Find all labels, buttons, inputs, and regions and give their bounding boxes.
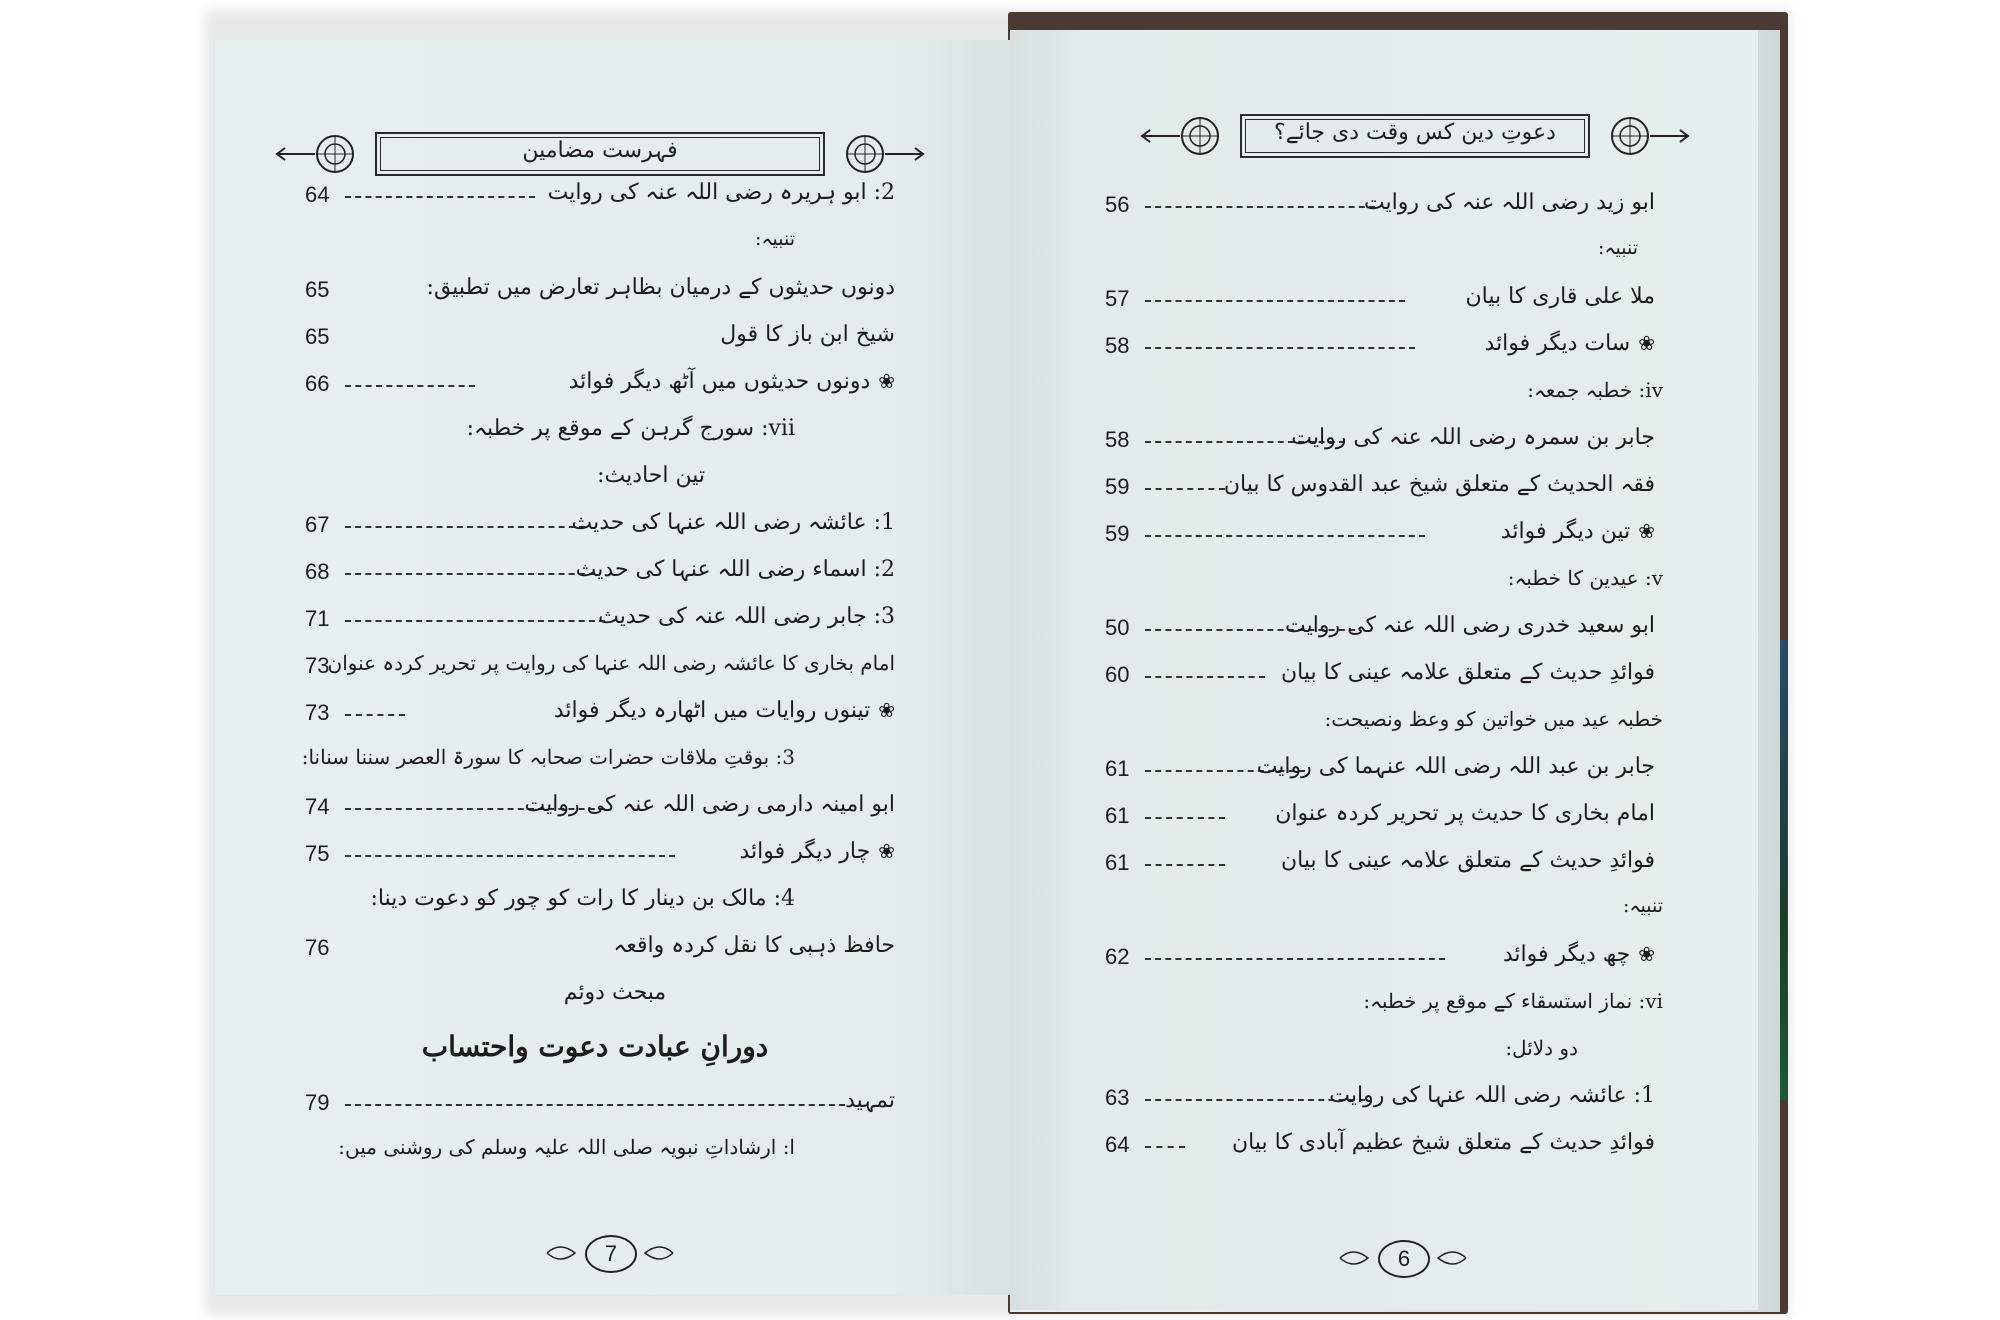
- toc-entry-text: تمہید: [845, 1088, 895, 1113]
- flower-bullet-icon: ❀: [878, 698, 895, 722]
- toc-entry[interactable]: [305, 369, 895, 403]
- toc-page-number: 61: [1105, 850, 1130, 875]
- toc-entry-text: شیخ ابن باز کا قول: [720, 322, 895, 347]
- toc-entry-text: ❀چھ دیگر فوائد: [1502, 942, 1655, 967]
- toc-entry-text: 3: جابر رضی اللہ عنہ کی حدیث: [598, 604, 895, 629]
- toc-leader: [345, 620, 605, 622]
- toc-entry-text: 2: اسماء رضی اللہ عنہا کی حدیث: [575, 557, 895, 582]
- toc-entry[interactable]: [1105, 801, 1655, 835]
- toc-leader: [345, 714, 405, 716]
- toc-leader: [1145, 864, 1225, 866]
- toc-entry-text: امام بخاری کا عائشہ رضی اللہ عنہا کی روایت پر تحریر کردہ عنوان: [327, 651, 895, 675]
- toc-page-number: 64: [305, 182, 330, 207]
- toc-entry[interactable]: [1105, 1130, 1655, 1164]
- toc-page-number: 73: [305, 700, 330, 725]
- toc-leader: [345, 1104, 845, 1106]
- left-page-number: [545, 1233, 675, 1273]
- chapter-title: دورانِ عبادت دعوت واحتساب: [421, 1030, 769, 1063]
- toc-entry[interactable]: [1105, 190, 1655, 224]
- toc-entry[interactable]: [305, 1088, 895, 1122]
- toc-page-number: 64: [1105, 1132, 1130, 1157]
- toc-entry-text: ❀چار دیگر فوائد: [739, 839, 895, 864]
- toc-entry[interactable]: [1105, 284, 1655, 318]
- toc-entry[interactable]: [305, 933, 895, 967]
- toc-page-number: 56: [1105, 192, 1130, 217]
- flower-bullet-icon: ❀: [878, 369, 895, 393]
- toc-leader: [1145, 347, 1415, 349]
- toc-page-number: 74: [305, 794, 330, 819]
- toc-page-number: 75: [305, 841, 330, 866]
- toc-section-heading: خطبہ عید میں خواتین کو وعظ ونصیحت:: [1324, 707, 1663, 731]
- toc-entry[interactable]: [305, 510, 895, 544]
- toc-entry[interactable]: [305, 839, 895, 873]
- toc-entry[interactable]: [305, 275, 895, 309]
- toc-leader: [1145, 817, 1225, 819]
- toc-entry[interactable]: [1105, 472, 1655, 506]
- toc-page-number: 61: [1105, 803, 1130, 828]
- toc-entry[interactable]: [305, 651, 895, 685]
- toc-leader: [345, 526, 585, 528]
- toc-entry-text: ملا علی قاری کا بیان: [1465, 284, 1655, 309]
- toc-note: تنبیہ:: [754, 228, 795, 250]
- page-title: دعوتِ دین کس وقت دی جائے؟: [1274, 120, 1556, 145]
- page-number-text: 6: [1378, 1240, 1430, 1278]
- toc-page-number: 71: [305, 606, 330, 631]
- flower-bullet-icon: ❀: [1638, 942, 1655, 966]
- right-page-number: [1338, 1238, 1468, 1278]
- toc-entry[interactable]: [1105, 848, 1655, 882]
- right-page: [1010, 30, 1758, 1310]
- toc-entry[interactable]: [305, 180, 895, 214]
- toc-entry-text: ❀دونوں حدیثوں میں آٹھ دیگر فوائد: [568, 369, 895, 394]
- left-page: [215, 40, 1010, 1295]
- toc-entry-text: ❀سات دیگر فوائد: [1484, 331, 1655, 356]
- toc-entry[interactable]: [1105, 942, 1655, 976]
- toc-page-number: 58: [1105, 427, 1130, 452]
- toc-entry[interactable]: [1105, 754, 1655, 788]
- toc-section-heading: v: عیدین کا خطبہ:: [1507, 566, 1663, 590]
- toc-leader: [1145, 676, 1265, 678]
- toc-section-heading: 4: مالک بن دینار کا رات کو چور کو دعوت دینا:: [370, 886, 795, 911]
- toc-entry[interactable]: [305, 792, 895, 826]
- toc-page-number: 79: [305, 1090, 330, 1115]
- page-number-text: 7: [585, 1235, 637, 1273]
- toc-entry-text: فوائدِ حدیث کے متعلق علامہ عینی کا بیان: [1281, 848, 1655, 873]
- toc-page-number: 58: [1105, 333, 1130, 358]
- toc-entry-text: دونوں حدیثوں کے درمیان بظاہر تعارض میں تطبیق:: [426, 275, 895, 300]
- toc-subheading: دو دلائل:: [1505, 1036, 1578, 1060]
- toc-leader: [345, 385, 475, 387]
- toc-note: تنبیہ:: [1597, 237, 1638, 259]
- toc-page-number: 62: [1105, 944, 1130, 969]
- toc-page-number: 65: [305, 324, 330, 349]
- toc-section-heading: 3: بوقتِ ملاقات حضرات صحابہ کا سورۃ العصر سننا سنانا:: [301, 745, 795, 769]
- left-page-header: [275, 128, 925, 180]
- toc-page-number: 66: [305, 371, 330, 396]
- right-page-header: [1140, 110, 1690, 162]
- toc-page-number: 57: [1105, 286, 1130, 311]
- toc-section-heading: vii: سورج گرہن کے موقع پر خطبہ:: [466, 416, 795, 441]
- flower-bullet-icon: ❀: [1638, 519, 1655, 543]
- toc-entry-text: 1: عائشہ رضی اللہ عنہا کی روایت: [1329, 1083, 1655, 1108]
- toc-section-heading: vi: نماز استسقاء کے موقع پر خطبہ:: [1363, 989, 1663, 1013]
- toc-section-heading: iv: خطبہ جمعہ:: [1527, 378, 1663, 402]
- toc-note: تنبیہ:: [1622, 895, 1663, 917]
- ornament-right-icon: [1590, 110, 1690, 162]
- toc-page-number: 60: [1105, 662, 1130, 687]
- toc-page-number: 50: [1105, 615, 1130, 640]
- toc-leader: [1145, 535, 1425, 537]
- toc-subheading: تین احادیث:: [597, 463, 705, 488]
- toc-entry-text: جابر بن عبد اللہ رضی اللہ عنہما کی روایت: [1256, 754, 1655, 779]
- flower-bullet-icon: ❀: [1638, 331, 1655, 355]
- toc-entry-text: امام بخاری کا حدیث پر تحریر کردہ عنوان: [1275, 801, 1655, 826]
- toc-entry[interactable]: [1105, 1083, 1655, 1117]
- toc-page-number: 76: [305, 935, 330, 960]
- toc-page-number: 65: [305, 277, 330, 302]
- toc-page-number: 59: [1105, 521, 1130, 546]
- toc-entry[interactable]: [1105, 613, 1655, 647]
- toc-entry-text: ❀تین دیگر فوائد: [1500, 519, 1655, 544]
- toc-leader: [345, 196, 535, 198]
- toc-entry-text: ابو سعید خدری رضی اللہ عنہ کی روایت: [1285, 613, 1655, 638]
- toc-page-number: 73: [305, 653, 330, 678]
- page-title: فہرست مضامین: [522, 138, 678, 163]
- toc-entry-text: فوائدِ حدیث کے متعلق علامہ عینی کا بیان: [1281, 660, 1655, 685]
- toc-entry-text: حافظ ذہبی کا نقل کردہ واقعہ: [613, 933, 895, 958]
- toc-page-number: 61: [1105, 756, 1130, 781]
- toc-section-heading: ا: ارشاداتِ نبویہ صلی اللہ علیہ وسلم کی روشنی میں:: [338, 1135, 795, 1159]
- toc-page-number: 59: [1105, 474, 1130, 499]
- toc-leader: [1145, 300, 1405, 302]
- chapter-label: مبحث دوئم: [563, 980, 667, 1005]
- toc-page-number: 63: [1105, 1085, 1130, 1110]
- toc-entry-text: فوائدِ حدیث کے متعلق شیخ عظیم آبادی کا بیان: [1232, 1130, 1655, 1155]
- toc-entry[interactable]: [1105, 660, 1655, 694]
- toc-entry-text: 1: عائشہ رضی اللہ عنہا کی حدیث: [571, 510, 895, 535]
- toc-leader: [1145, 958, 1445, 960]
- toc-entry[interactable]: [305, 604, 895, 638]
- ornament-right-icon: [825, 128, 925, 180]
- toc-entry[interactable]: [305, 322, 895, 356]
- flower-bullet-icon: ❀: [878, 839, 895, 863]
- toc-entry[interactable]: [305, 557, 895, 591]
- toc-page-number: 68: [305, 559, 330, 584]
- toc-leader: [345, 855, 675, 857]
- toc-leader: [1145, 206, 1375, 208]
- toc-page-number: 67: [305, 512, 330, 537]
- toc-entry[interactable]: [1105, 331, 1655, 365]
- toc-entry[interactable]: [1105, 425, 1655, 459]
- toc-entry-text: جابر بن سمرہ رضی اللہ عنہ کی روایت: [1291, 425, 1655, 450]
- toc-entry-text: ابو امینہ دارمی رضی اللہ عنہ کی روایت: [524, 792, 895, 817]
- toc-leader: [1145, 1146, 1185, 1148]
- toc-entry-text: 2: ابو ہریرہ رضی اللہ عنہ کی روایت: [547, 180, 895, 205]
- toc-leader: [345, 573, 595, 575]
- toc-entry[interactable]: [305, 698, 895, 732]
- toc-entry-text: ❀تینوں روایات میں اٹھارہ دیگر فوائد: [553, 698, 895, 723]
- toc-entry[interactable]: [1105, 519, 1655, 553]
- toc-entry-text: ابو زید رضی اللہ عنہ کی روایت: [1363, 190, 1655, 215]
- toc-entry-text: فقہ الحدیث کے متعلق شیخ عبد القدوس کا بیان: [1223, 472, 1655, 497]
- toc-leader: [1145, 488, 1225, 490]
